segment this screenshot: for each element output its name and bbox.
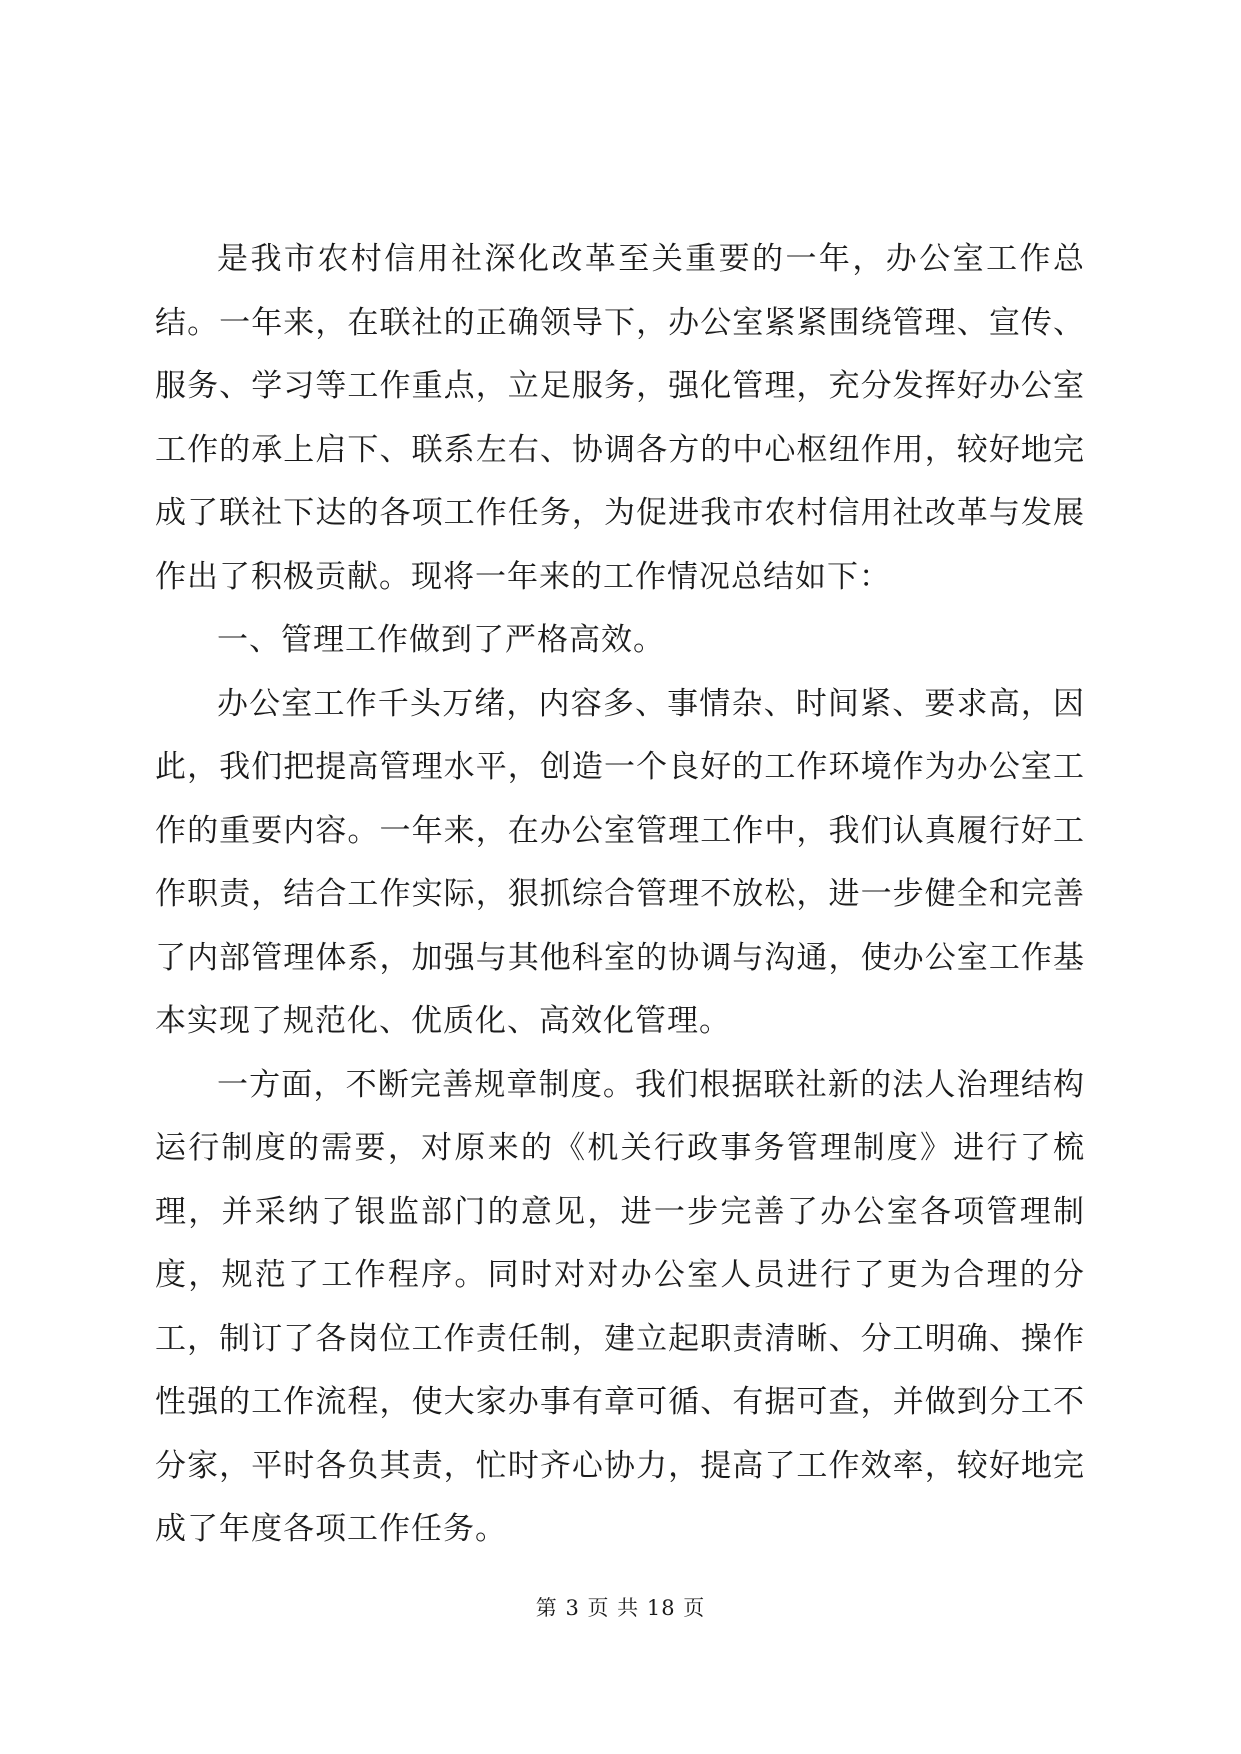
page-number-footer: 第 3 页 共 18 页 [535, 1596, 706, 1620]
paragraph-rules: 一方面，不断完善规章制度。我们根据联社新的法人治理结构运行制度的需要，对原来的《机关行政事务管理制度》进行了梳理，并采纳了银监部门的意见，进一步完善了办公室各项管理制度，规范了工作程序。同时对对办公室人员进行了更为合理的分工，制订了各岗位工作责任制，建立起职责清晰、分工明确、操作性强的工作流程，使大家办事有章可循、有据可查，并做到分工不分家，平时各负其责，忙时齐心协力，提高了工作效率，较好地完成了年度各项工作任务。 [155, 1066, 1085, 1547]
paragraph-management: 办公室工作千头万绪，内容多、事情杂、时间紧、要求高，因此，我们把提高管理水平，创造一个良好的工作环境作为办公室工作的重要内容。一年来，在办公室管理工作中，我们认真履行好工作职责，结合工作实际，狠抓综合管理不放松，进一步健全和完善了内部管理体系，加强与其他科室的协调与沟通，使办公室工作基本实现了规范化、优质化、高效化管理。 [155, 685, 1085, 1039]
document-body [155, 228, 1085, 1562]
paragraph-intro: 是我市农村信用社深化改革至关重要的一年，办公室工作总结。一年来，在联社的正确领导下，办公室紧紧围绕管理、宣传、服务、学习等工作重点，立足服务，强化管理，充分发挥好办公室工作的承上启下、联系左右、协调各方的中心枢纽作用，较好地完成了联社下达的各项工作任务，为促进我市农村信用社改革与发展作出了积极贡献。现将一年来的工作情况总结如下： [155, 241, 1085, 595]
section-heading-management: 一、管理工作做到了严格高效。 [217, 622, 665, 658]
